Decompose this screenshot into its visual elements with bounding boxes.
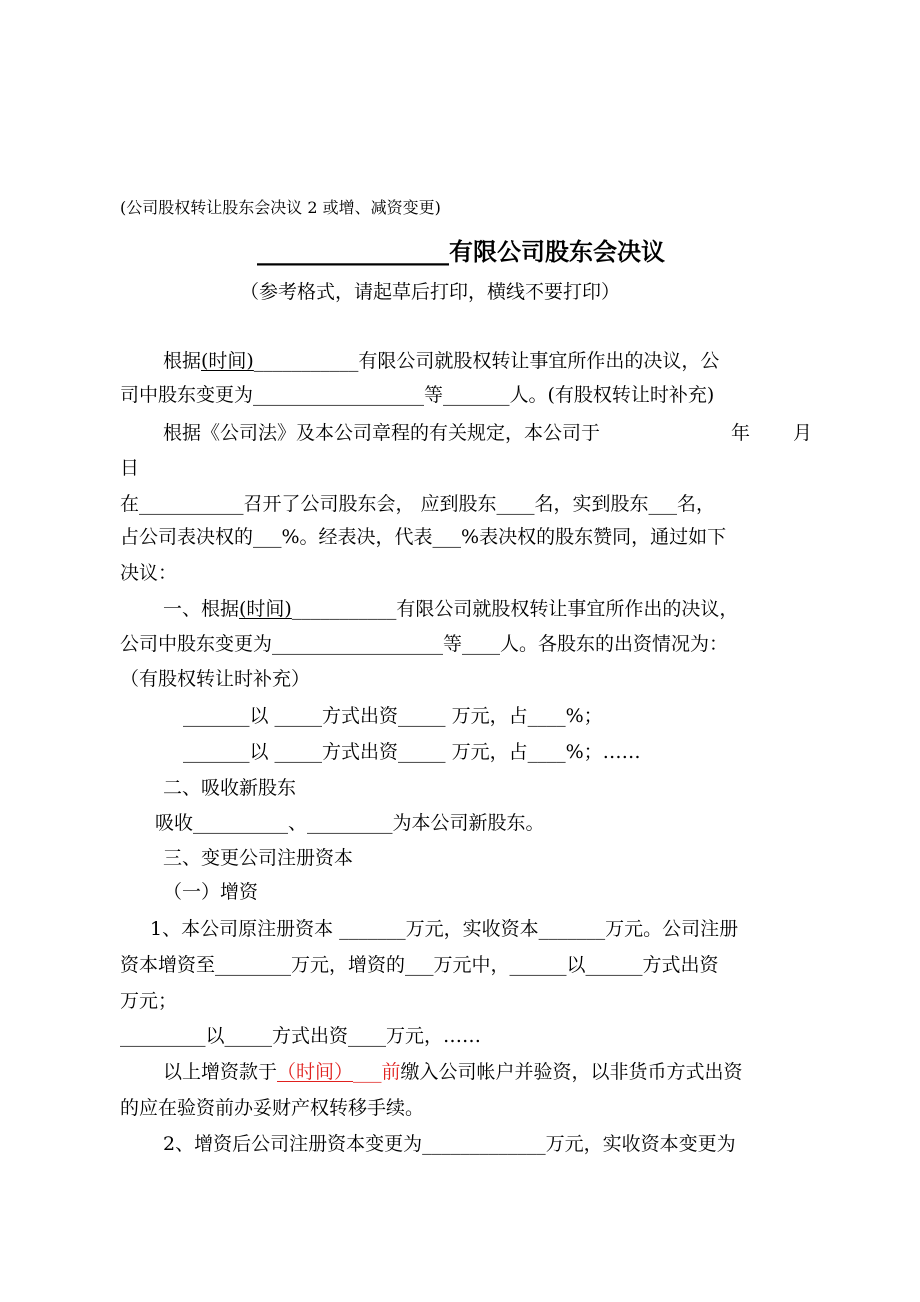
p1-line1	[163, 349, 719, 373]
payment-time-field: （时间）	[277, 1061, 354, 1083]
payment-text: 缴入公司帐户并验资，以非货币方式出资	[400, 1061, 743, 1083]
s3-subheading: （一）增资	[163, 881, 259, 903]
p2-line2: 日	[120, 457, 140, 479]
p2-line1: 根据《公司法》及本公司章程的有关规定，本公司于	[163, 422, 601, 444]
s3-item1-line2: 资本增资至________万元，增资的___万元中，______以______方式出资	[120, 954, 719, 976]
s3-item2-line1: 2、增资后公司注册资本变更为_____________万元，实收资本变更为	[163, 1133, 736, 1155]
p2-year: 年	[731, 422, 751, 444]
company-name-blank: ________________	[257, 238, 449, 266]
s1-text: 有限公司就股权转让事宜所作出的决议，	[396, 598, 739, 620]
p1-text: 有限公司就股权转让事宜所作出的决议，公	[358, 350, 720, 372]
s2-text: 吸收__________、_________为本公司新股东。	[155, 812, 545, 834]
p1-time-field: (时间)	[201, 350, 254, 372]
s1-line1	[163, 597, 738, 621]
s1-line3: （有股权转让时补充）	[120, 668, 311, 690]
s3-payment-line2: 的应在验资前办妥财产权转移手续。	[120, 1097, 425, 1119]
s1-time-field: (时间)	[239, 598, 292, 620]
document-title	[257, 240, 665, 264]
document-note: (公司股权转让股东会决议 2 或增、减资变更)	[120, 198, 441, 217]
p2-line3: 在___________召开了公司股东会， 应到股东____名，实到股东___名，	[120, 493, 716, 515]
p1-blank: ___________	[253, 350, 359, 372]
s1-contribution-row: _______以 _____方式出资_____ 万元，占____%；……	[183, 741, 641, 763]
payment-prefix: 以上增资款于	[163, 1061, 278, 1083]
document-subtitle: （参考格式，请起草后打印，横线不要打印）	[240, 281, 621, 303]
p2-line4: 占公司表决权的___%。经表决，代表___%表决权的股东赞同，通过如下	[120, 526, 727, 548]
p1-prefix: 根据	[163, 350, 202, 372]
s1-prefix: 一、根据	[163, 598, 240, 620]
s3-payment-line1	[163, 1060, 743, 1084]
p2-line5: 决议：	[120, 562, 178, 584]
s1-contribution-row: _______以 _____方式出资_____ 万元，占____%；	[183, 705, 603, 727]
s2-heading: 二、吸收新股东	[163, 777, 297, 799]
p1-line2: 司中股东变更为__________________等_______人。(有股权转让时补充)	[120, 384, 715, 406]
s1-blank: ___________	[291, 598, 397, 620]
s3-item1-line4: _________以_____方式出资____万元，……	[120, 1025, 482, 1047]
s3-item1-line3: 万元；	[120, 990, 178, 1012]
payment-blank: ___	[353, 1061, 382, 1083]
s1-line2: 公司中股东变更为__________________等____人。各股东的出资情况为：	[120, 633, 729, 655]
s3-heading: 三、变更公司注册资本	[163, 847, 354, 869]
p2-month: 月	[793, 422, 813, 444]
title-text: 有限公司股东会决议	[449, 238, 665, 266]
payment-before-word: 前	[381, 1061, 401, 1083]
s3-item1-line1: 1、本公司原注册资本 _______万元，实收资本_______万元。公司注册	[150, 918, 739, 940]
